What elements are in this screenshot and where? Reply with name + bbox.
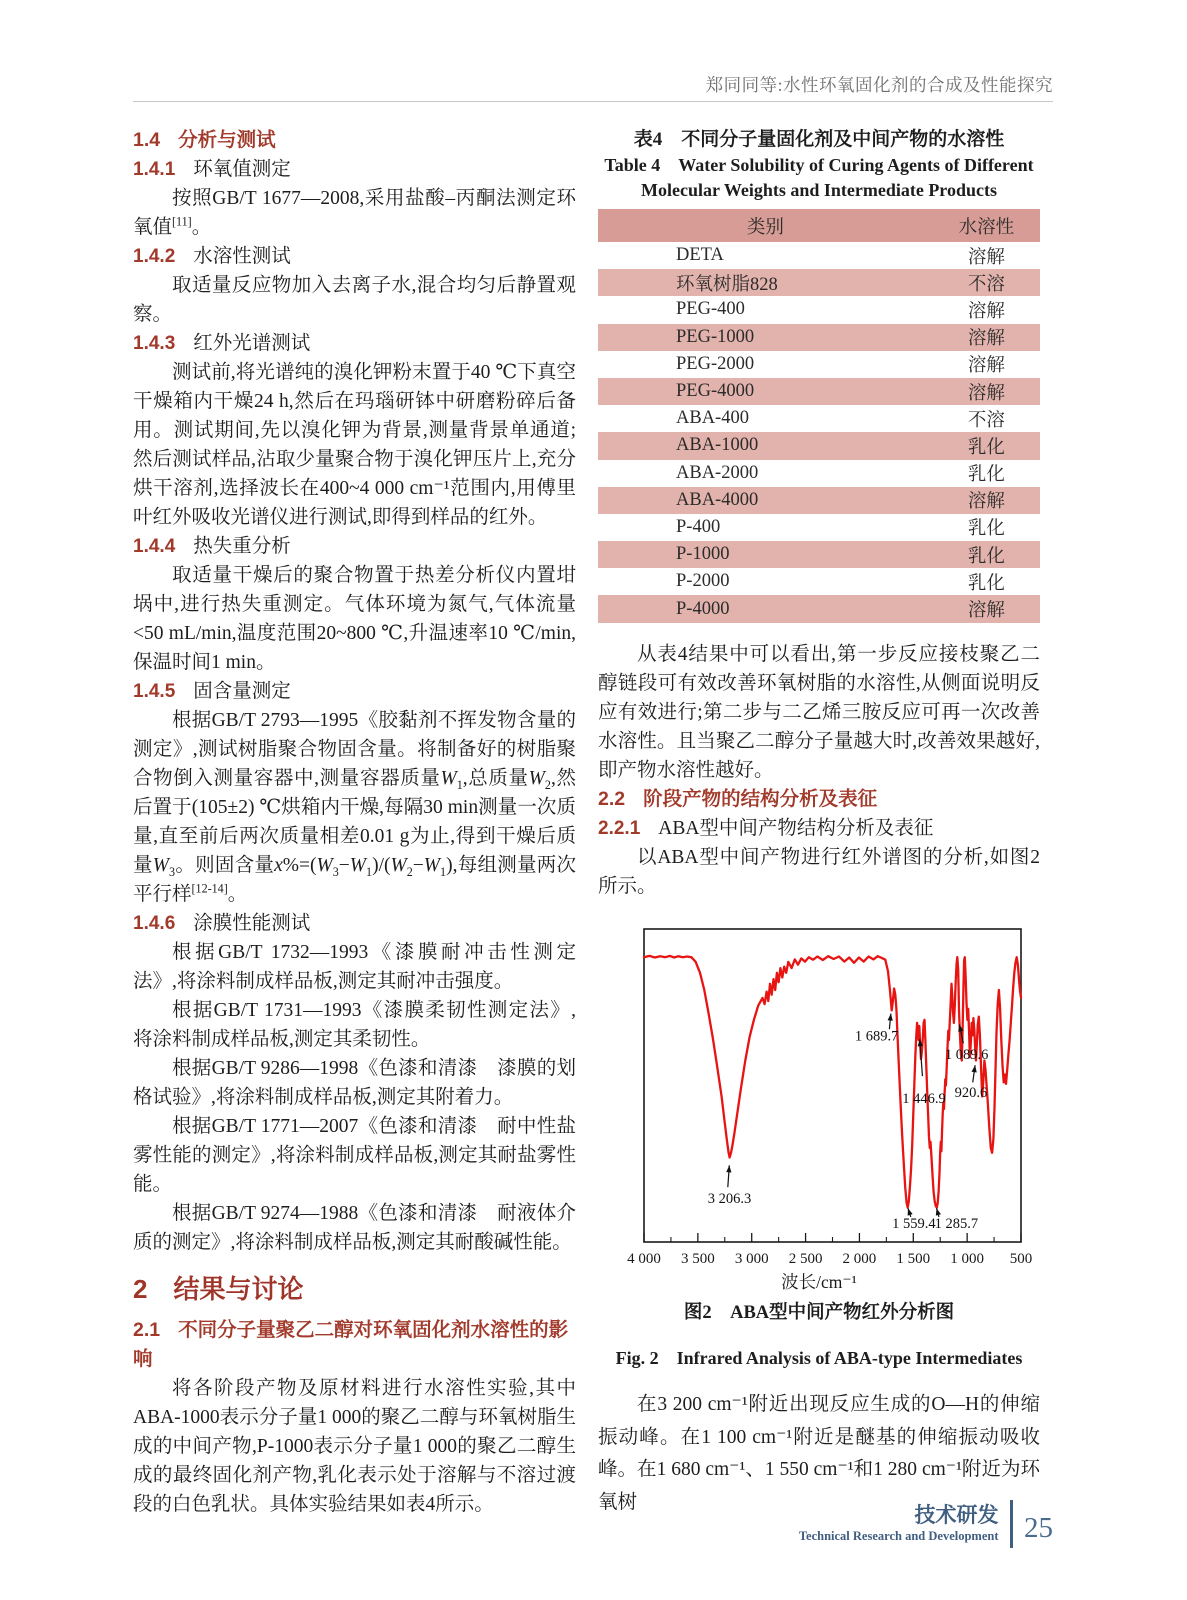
paragraph: 测试前,将光谱纯的溴化钾粉末置于40 ℃下真空干燥箱内干燥24 h,然后在玛瑙研钵中研磨粉碎后备用。测试期间,先以溴化钾为背景,测量背景单通道;然后测试样品,沾取少量聚合物于溴化钾压片上,充分烘干溶剂,选择波长在400~4 000 cm⁻¹范围内,用傅里叶红外吸收光谱仪进行测试,即得到样品的红外。 (133, 362, 576, 528)
table-row (598, 242, 1040, 269)
section-heading-2-2: 2.2 阶段产物的结构分析及表征 (598, 787, 878, 810)
table-header-row (598, 209, 1040, 242)
table-row (598, 432, 1040, 459)
cell-category: DETA (676, 245, 724, 266)
section-heading-1-4-1: 1.4.1 环氧值测定 (133, 159, 291, 180)
table-row (598, 378, 1040, 405)
cell-solubility: 不溶 (967, 274, 1005, 295)
peak-label: 3 206.3 (707, 1190, 752, 1207)
section-heading-1-4-6: 1.4.6 涂膜性能测试 (133, 913, 311, 934)
paragraph: 取适量反应物加入去离子水,混合均匀后静置观察。 (133, 275, 576, 325)
figure-caption-en: Fig. 2 Infrared Analysis of ABA-type Intermediates (615, 1348, 1023, 1369)
ir-spectrum-curve (644, 956, 1021, 1208)
left-column (133, 126, 576, 1519)
x-tick-label: 2 500 (788, 1250, 823, 1267)
table-row (598, 405, 1040, 432)
peak-arrowhead (908, 1208, 913, 1215)
cell-solubility: 溶解 (967, 383, 1005, 404)
cell-category: ABA-2000 (676, 462, 759, 483)
paragraph: 根据GB/T 9274—1988《色漆和清漆 耐液体介质的测定》,将涂料制成样品板,测定其耐酸碱性能。 (133, 1203, 576, 1253)
cell-solubility: 溶解 (967, 247, 1005, 268)
cell-solubility: 溶解 (967, 356, 1005, 377)
ir-spectrum-chart (598, 927, 1040, 1271)
section-heading-1-4-5: 1.4.5 固含量测定 (133, 681, 291, 702)
cell-category: ABA-1000 (676, 435, 759, 456)
figure-caption-zh: 图2 ABA型中间产物红外分析图 (683, 1302, 955, 1323)
solubility-table (598, 209, 1040, 623)
x-tick-label: 3 500 (680, 1250, 715, 1267)
footer-divider (1010, 1500, 1014, 1548)
footer-section-en: Technical Research and Development (798, 1529, 999, 1543)
paragraph: 取适量干燥后的聚合物置于热差分析仪内置坩埚中,进行热失重测定。气体环境为氮气,气体流量<50 mL/min,温度范围20~800 ℃,升温速率10 ℃/min,保温时间1 min。 (133, 565, 576, 673)
paragraph: 在3 200 cm⁻¹附近出现反应生成的O—H的伸缩振动峰。在1 100 cm⁻¹附近是醚基的伸缩振动吸收峰。在1 680 cm⁻¹、1 550 cm⁻¹和1 280 cm⁻¹附近为环氧树 (598, 1394, 1040, 1513)
paragraph: 根据GB/T 9286—1998《色漆和清漆 漆膜的划格试验》,将涂料制成样品板,测定其附着力。 (133, 1058, 576, 1108)
cell-solubility: 乳化 (967, 465, 1005, 486)
cell-category: 环氧树脂828 (676, 274, 778, 295)
table-row (598, 324, 1040, 351)
cell-solubility: 乳化 (967, 546, 1005, 567)
paragraph: 按照GB/T 1677—2008,采用盐酸–丙酮法测定环氧值[11]。 (133, 188, 576, 238)
table4-title-en-line1: Table 4 Water Solubility of Curing Agents of Different (604, 155, 1034, 175)
table-row (598, 351, 1040, 378)
cell-category: PEG-1000 (676, 326, 755, 347)
running-head: 郑同同等:水性环氧固化剂的合成及性能探究 (705, 75, 1053, 95)
peak-label: 920.6 (954, 1084, 988, 1101)
footer-section-labels (799, 1504, 999, 1544)
cell-solubility: 乳化 (967, 519, 1005, 540)
table-row (598, 296, 1040, 323)
cell-category: ABA-400 (676, 408, 749, 429)
x-tick-label: 2 000 (842, 1250, 877, 1267)
section-heading-2-2-1: 2.2.1 ABA型中间产物结构分析及表征 (598, 817, 934, 839)
cell-solubility: 溶解 (967, 329, 1005, 350)
x-axis-label: 波长/cm⁻¹ (781, 1271, 857, 1292)
table-row (598, 541, 1040, 568)
solubility-table-body (598, 242, 1040, 623)
x-tick-label: 500 (1009, 1250, 1033, 1267)
table-row (598, 487, 1040, 514)
page-number: 25 (1024, 1512, 1053, 1544)
cell-solubility: 不溶 (967, 410, 1005, 431)
table-row (598, 514, 1040, 541)
figure-2 (598, 927, 1040, 1372)
column-header-solubility: 水溶性 (933, 209, 1040, 242)
paragraph: 根据GB/T 1732—1993《漆膜耐冲击性测定法》,将涂料制成样品板,测定其耐冲击强度。 (133, 942, 576, 992)
paragraph: 根据GB/T 2793—1995《胶黏剂不挥发物含量的测定》,测试树脂聚合物固含量。将制备好的树脂聚合物倒入测量容器中,测量容器质量$W_1$,总质量$W_2$,然后置于(105±2) ℃烘箱内干燥,每隔30 min测量一次质量,直至前后两次质量相差0.01 g为止,得到干燥后质量$W_3$。则固含量$x\%=(W_3-W_1)/(W_2-W_1)$,每组测量两次平行样[12-14]。 (133, 710, 576, 905)
paragraph: 从表4结果中可以看出,第一步反应接枝聚乙二醇链段可有效改善环氧树脂的水溶性,从侧面说明反应有效进行;第二步与二乙烯三胺反应可再一次改善水溶性。且当聚乙二醇分子量越大时,改善效果越好,即产物水溶性越好。 (598, 643, 1040, 781)
page-footer (598, 1496, 1053, 1552)
cell-category: PEG-2000 (676, 353, 755, 374)
paragraph: 根据GB/T 1731—1993《漆膜柔韧性测定法》,将涂料制成样品板,测定其柔韧性。 (133, 1000, 576, 1050)
paragraph: 将各阶段产物及原材料进行水溶性实验,其中ABA-1000表示分子量1 000的聚乙二醇与环氧树脂生成的中间产物,P-1000表示分子量1 000的聚乙二醇生成的最终固化剂产物,乳化表示处于溶解与不溶过渡段的白色乳状。具体实验结果如表4所示。 (133, 1378, 576, 1515)
table-row (598, 595, 1040, 622)
cell-category: P-1000 (676, 544, 730, 565)
peak-arrowhead (972, 1065, 977, 1072)
cell-category: P-2000 (676, 571, 730, 592)
x-tick-label: 1 000 (950, 1250, 985, 1267)
peak-arrowhead (726, 1165, 731, 1172)
table-row (598, 460, 1040, 487)
cell-solubility: 溶解 (967, 301, 1005, 322)
header-divider (133, 101, 1053, 102)
section-heading-2-1: 2.1 不同分子量聚乙二醇对环氧固化剂水溶性的影响 (133, 1319, 569, 1370)
right-column (598, 126, 1040, 1519)
column-header-category: 类别 (598, 209, 933, 242)
peak-label: 1 689.7 (854, 1028, 899, 1045)
section-heading-1-4-3: 1.4.3 红外光谱测试 (133, 333, 311, 354)
peak-label: 1 089.6 (944, 1046, 989, 1063)
section-heading-1-4-2: 1.4.2 水溶性测试 (133, 246, 291, 267)
peak-label: 1 285.7 (934, 1215, 979, 1232)
peak-arrowhead (936, 1208, 941, 1215)
x-tick-label: 4 000 (627, 1250, 661, 1267)
cell-category: PEG-400 (676, 299, 745, 320)
cell-category: P-4000 (676, 598, 730, 619)
section-heading-1-4-4: 1.4.4 热失重分析 (133, 536, 291, 557)
cell-solubility: 乳化 (967, 437, 1005, 458)
table-row (598, 568, 1040, 595)
cell-solubility: 溶解 (967, 601, 1005, 622)
table4-title-zh: 表4 不同分子量固化剂及中间产物的水溶性 (633, 129, 1005, 150)
cell-category: P-400 (676, 516, 721, 537)
peak-label: 1 559.4 (892, 1215, 936, 1232)
footer-section-zh: 技术研发 (914, 1504, 999, 1527)
x-tick-label: 3 000 (734, 1250, 769, 1267)
paragraph: 根据GB/T 1771—2007《色漆和清漆 耐中性盐雾性能的测定》,将涂料制成样品板,测定其耐盐雾性能。 (133, 1116, 576, 1195)
cell-solubility: 乳化 (967, 573, 1005, 594)
cell-category: ABA-4000 (676, 489, 759, 510)
section-heading-2: 2 结果与讨论 (133, 1274, 304, 1304)
x-tick-label: 1 500 (896, 1250, 931, 1267)
section-heading-1-4: 1.4 分析与测试 (133, 129, 276, 151)
cell-solubility: 溶解 (967, 492, 1005, 513)
peak-label: 1 446.9 (902, 1090, 946, 1107)
table-row (598, 269, 1040, 296)
cell-category: PEG-4000 (676, 381, 755, 402)
table4-title-en-line2: Molecular Weights and Intermediate Products (641, 180, 997, 200)
paragraph: 以ABA型中间产物进行红外谱图的分析,如图2所示。 (598, 846, 1040, 897)
